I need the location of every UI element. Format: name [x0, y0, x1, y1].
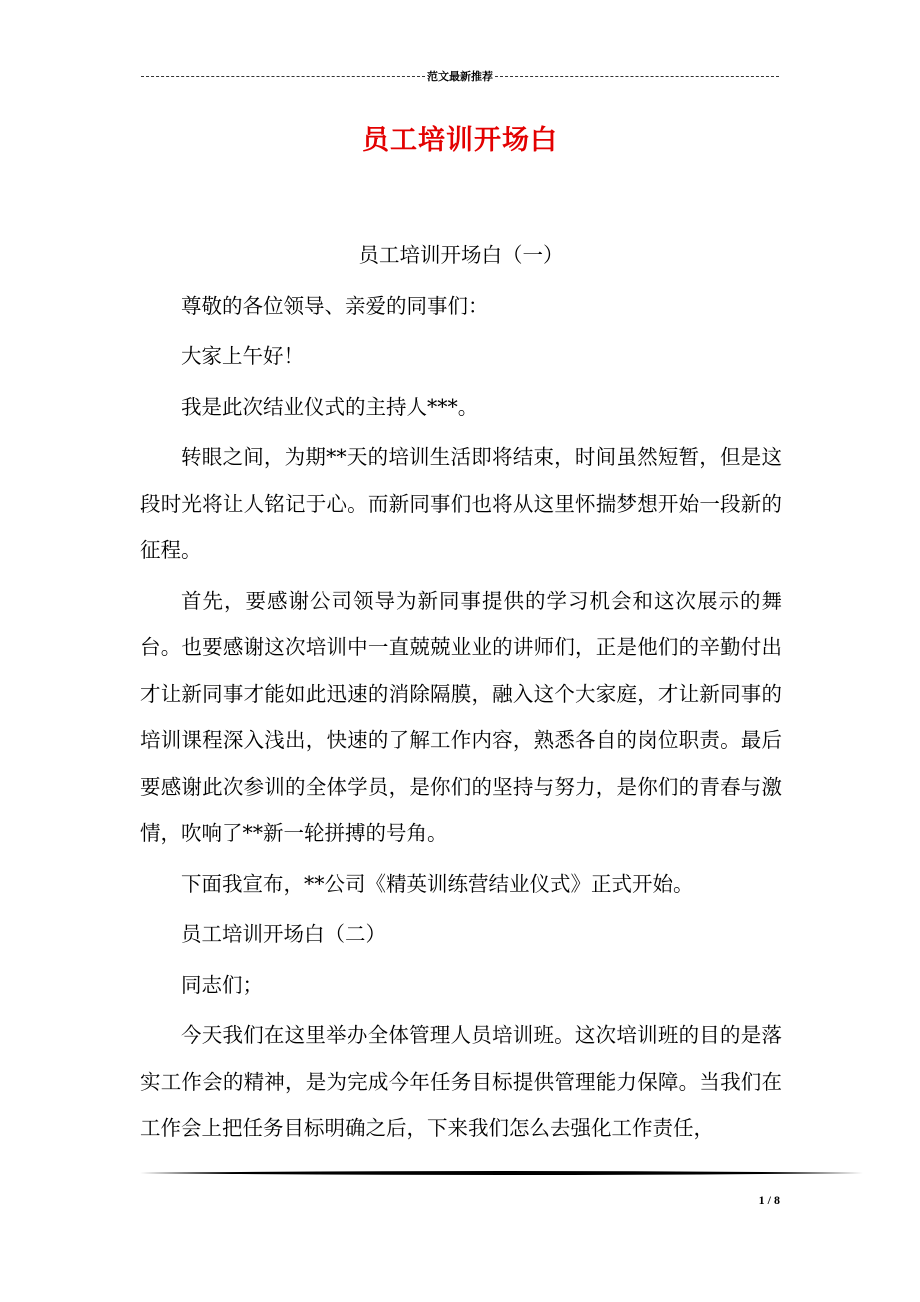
document-body [140, 232, 782, 1156]
paragraph: 下面我宣布，**公司《精英训练营结业仪式》正式开始。 [181, 871, 694, 896]
section-heading-2: 员工培训开场白（二） [181, 922, 386, 946]
paragraph: 我是此次结业仪式的主持人***。 [181, 394, 479, 419]
document-title: 员工培训开场白 [362, 125, 558, 156]
header-dash-right [495, 76, 779, 77]
footer-divider [140, 1170, 863, 1176]
header-dash-left [141, 76, 425, 77]
section-heading-1: 员工培训开场白（一） [358, 243, 564, 267]
page-header [140, 68, 780, 84]
header-label: 范文最新推荐 [427, 71, 493, 83]
page-number: 1 / 8 [758, 1193, 780, 1207]
paragraph: 今天我们在这里举办全体管理人员培训班。这次培训班的目的是落实工作会的精神，是为完成今年任务目标提供管理能力保障。当我们在工作会上把任务目标明确之后，下来我们怎么去强化工作责任， [140, 1023, 782, 1140]
paragraph: 大家上午好！ [181, 344, 304, 368]
paragraph: 同志们； [181, 972, 263, 997]
paragraph: 尊敬的各位领导、亲爱的同事们： [181, 293, 489, 318]
paragraph: 首先，要感谢公司领导为新同事提供的学习机会和这次展示的舞台。也要感谢这次培训中一直兢兢业业的讲师们，正是他们的辛勤付出才让新同事才能如此迅速的消除隔膜，融入这个大家庭，才让新同事的培训课程深入浅出，快速的了解工作内容，熟悉各自的岗位职责。最后要感谢此次参训的全体学员，是你们的坚持与努力，是你们的青春与激情，吹响了**新一轮拼搏的号角。 [140, 588, 782, 845]
paragraph: 转眼之间，为期**天的培训生活即将结束，时间虽然短暂，但是这段时光将让人铭记于心。而新同事们也将从这里怀揣梦想开始一段新的征程。 [140, 445, 782, 562]
